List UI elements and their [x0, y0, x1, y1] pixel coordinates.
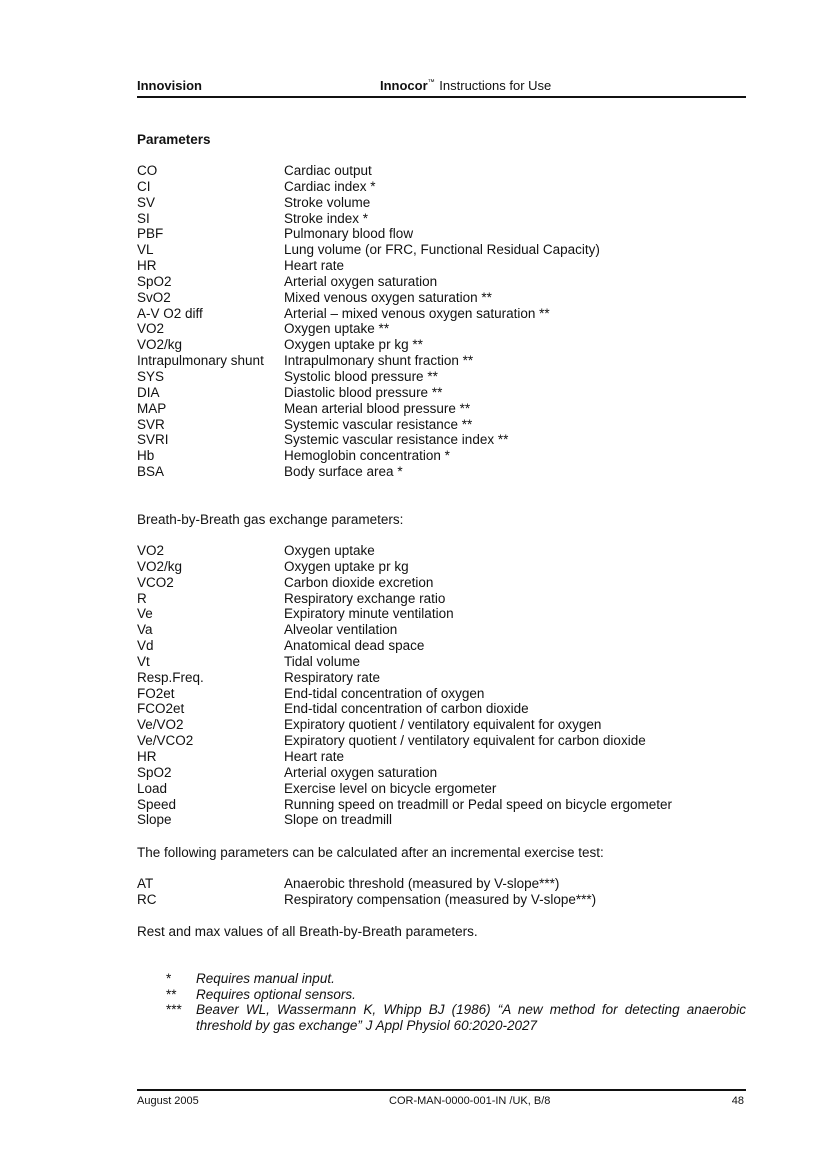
parameter-abbreviation: BSA	[137, 464, 165, 480]
parameter-description: Arterial – mixed venous oxygen saturation **	[284, 305, 550, 321]
incremental-intro: The following parameters can be calculated after an incremental exercise test:	[137, 845, 604, 860]
parameter-description: Systolic blood pressure **	[284, 368, 438, 384]
parameter-abbreviation: VO2	[137, 543, 165, 558]
parameter-description: Expiratory minute ventilation	[284, 606, 454, 622]
parameter-row	[137, 385, 737, 401]
parameter-row	[137, 781, 737, 797]
parameter-row	[137, 749, 737, 765]
parameter-abbreviation: Ve	[137, 606, 153, 622]
footnote-text: Requires manual input.	[196, 971, 335, 986]
parameter-abbreviation: A-V O2 diff	[137, 305, 203, 321]
parameter-abbreviation: Hb	[137, 448, 155, 464]
page-number: 48	[731, 1095, 744, 1107]
parameter-row	[137, 417, 737, 433]
parameter-abbreviation: HR	[137, 748, 157, 764]
parameter-row	[137, 242, 737, 258]
parameter-description: Intrapulmonary shunt fraction **	[284, 353, 474, 369]
parameter-abbreviation: VO2	[137, 321, 165, 337]
parameter-description: Lung volume (or FRC, Functional Residual Capacity)	[284, 242, 600, 258]
parameter-abbreviation: SvO2	[137, 289, 171, 305]
parameter-row	[137, 733, 737, 749]
parameter-abbreviation: Ve/VCO2	[137, 733, 194, 749]
footnote-mark: *	[166, 971, 172, 986]
parameter-description: Exercise level on bicycle ergometer	[284, 780, 497, 796]
parameter-row	[137, 765, 737, 781]
parameter-abbreviation: SVR	[137, 416, 165, 432]
bbb-intro: Breath-by-Breath gas exchange parameters:	[137, 512, 404, 527]
parameter-description: Oxygen uptake pr kg **	[284, 337, 423, 353]
footnote	[166, 971, 746, 987]
parameter-description: Body surface area *	[284, 464, 403, 480]
parameter-row	[137, 179, 737, 195]
parameter-description: Tidal volume	[284, 653, 361, 669]
parameter-abbreviation: Vt	[137, 653, 150, 669]
footnote	[166, 1002, 746, 1033]
parameter-row	[137, 401, 737, 417]
parameter-abbreviation: SI	[137, 210, 150, 226]
parameter-description: Anatomical dead space	[284, 638, 425, 654]
parameter-description: Cardiac output	[284, 163, 372, 178]
parameter-abbreviation: SYS	[137, 368, 165, 384]
parameter-abbreviation: FO2et	[137, 685, 175, 701]
parameter-row	[137, 638, 737, 654]
parameter-description: End-tidal concentration of carbon dioxide	[284, 701, 529, 717]
parameter-row	[137, 654, 737, 670]
footnote-mark: **	[166, 986, 177, 1002]
parameter-description: Anaerobic threshold (measured by V-slope***)	[284, 876, 560, 891]
parameter-description: Expiratory quotient / ventilatory equivalent for carbon dioxide	[284, 733, 646, 749]
parameter-abbreviation: R	[137, 590, 147, 606]
parameter-row	[137, 606, 737, 622]
document-title	[380, 78, 551, 93]
parameter-row	[137, 432, 737, 448]
parameter-row	[137, 812, 737, 828]
brand-name: Innocor	[380, 78, 428, 93]
parameter-abbreviation: SV	[137, 194, 156, 210]
parameter-description: Stroke volume	[284, 194, 371, 210]
rest-max-text: Rest and max values of all Breath-by-Breath parameters.	[137, 924, 478, 939]
footnote-mark: ***	[166, 1002, 182, 1017]
parameter-row	[137, 701, 737, 717]
parameter-row	[137, 797, 737, 813]
parameter-description: Hemoglobin concentration *	[284, 448, 450, 464]
parameter-abbreviation: PBF	[137, 226, 164, 242]
parameter-description: Oxygen uptake	[284, 543, 375, 558]
footnotes	[166, 971, 746, 1033]
parameter-row	[137, 876, 737, 892]
parameter-row	[137, 575, 737, 591]
incremental-parameters-list	[137, 876, 737, 908]
parameter-abbreviation: Intrapulmonary shunt	[137, 353, 264, 369]
parameter-description: Arterial oxygen saturation	[284, 273, 438, 289]
parameter-description: Slope on treadmill	[284, 812, 393, 828]
footnote	[166, 987, 746, 1003]
parameter-description: Respiratory compensation (measured by V-slope***)	[284, 891, 597, 907]
parameter-description: Arterial oxygen saturation	[284, 764, 438, 780]
parameter-abbreviation: RC	[137, 891, 157, 907]
parameter-row	[137, 353, 737, 369]
parameter-row	[137, 163, 737, 179]
parameter-abbreviation: VL	[137, 242, 154, 258]
parameter-row	[137, 559, 737, 575]
parameter-description: Heart rate	[284, 748, 345, 764]
parameter-abbreviation: Load	[137, 780, 168, 796]
parameter-description: Alveolar ventilation	[284, 622, 398, 638]
parameter-abbreviation: SVRI	[137, 432, 169, 448]
footnote-text: Beaver WL, Wassermann K, Whipp BJ (1986) “A new method for detecting anaerobic threshold by gas exchange” J Appl Physiol 60:2020-2027	[196, 1002, 746, 1033]
page-header	[137, 78, 746, 98]
parameter-row	[137, 543, 737, 559]
parameter-description: Mixed venous oxygen saturation **	[284, 289, 492, 305]
parameter-row	[137, 258, 737, 274]
parameter-abbreviation: AT	[137, 876, 154, 891]
parameter-abbreviation: DIA	[137, 384, 160, 400]
parameter-description: Oxygen uptake **	[284, 321, 390, 337]
parameter-description: Stroke index *	[284, 210, 369, 226]
parameter-abbreviation: MAP	[137, 400, 167, 416]
page-footer	[137, 1089, 746, 1107]
parameter-abbreviation: Ve/VO2	[137, 717, 184, 733]
parameter-row	[137, 195, 737, 211]
parameter-abbreviation: CO	[137, 163, 158, 178]
parameter-description: Diastolic blood pressure **	[284, 384, 443, 400]
footer-date: August 2005	[137, 1095, 199, 1107]
parameter-description: Cardiac index *	[284, 178, 376, 194]
footer-doc-ref: COR-MAN-0000-001-IN /UK, B/8	[389, 1095, 551, 1107]
title-rest: Instructions for Use	[435, 78, 552, 93]
parameter-description: Heart rate	[284, 258, 345, 274]
parameter-row	[137, 306, 737, 322]
parameter-row	[137, 686, 737, 702]
parameter-description: Carbon dioxide excretion	[284, 574, 434, 590]
parameter-abbreviation: CI	[137, 178, 151, 194]
parameter-row	[137, 622, 737, 638]
parameter-row	[137, 290, 737, 306]
bbb-parameters-list	[137, 543, 737, 828]
parameter-abbreviation: VO2/kg	[137, 558, 183, 574]
parameter-row	[137, 464, 737, 480]
parameter-description: Systemic vascular resistance index **	[284, 432, 509, 448]
parameter-abbreviation: HR	[137, 258, 157, 274]
parameter-row	[137, 321, 737, 337]
trademark-symbol: ™	[427, 79, 435, 86]
parameter-description: Oxygen uptake pr kg	[284, 558, 409, 574]
parameter-row	[137, 717, 737, 733]
parameter-row	[137, 591, 737, 607]
footnote-text: Requires optional sensors.	[196, 986, 356, 1002]
parameter-description: Respiratory exchange ratio	[284, 590, 446, 606]
parameter-abbreviation: Vd	[137, 638, 154, 654]
parameter-row	[137, 211, 737, 227]
parameter-abbreviation: Slope	[137, 812, 172, 828]
parameter-description: End-tidal concentration of oxygen	[284, 685, 485, 701]
parameter-description: Mean arterial blood pressure **	[284, 400, 471, 416]
parameter-row	[137, 670, 737, 686]
parameter-description: Systemic vascular resistance **	[284, 416, 473, 432]
parameters-list	[137, 163, 737, 480]
parameter-abbreviation: FCO2et	[137, 701, 185, 717]
parameter-description: Expiratory quotient / ventilatory equivalent for oxygen	[284, 717, 602, 733]
parameter-row	[137, 892, 737, 908]
parameter-abbreviation: Speed	[137, 796, 177, 812]
parameter-abbreviation: SpO2	[137, 764, 172, 780]
parameter-row	[137, 369, 737, 385]
parameter-description: Respiratory rate	[284, 669, 381, 685]
parameter-abbreviation: VCO2	[137, 574, 174, 590]
parameter-row	[137, 337, 737, 353]
parameter-abbreviation: Va	[137, 622, 153, 638]
parameter-row	[137, 274, 737, 290]
company-name: Innovision	[137, 78, 202, 93]
parameter-row	[137, 448, 737, 464]
parameter-row	[137, 226, 737, 242]
parameter-description: Running speed on treadmill or Pedal speed on bicycle ergometer	[284, 796, 672, 812]
section-title: Parameters	[137, 132, 211, 147]
parameter-abbreviation: Resp.Freq.	[137, 669, 204, 685]
parameter-abbreviation: VO2/kg	[137, 337, 183, 353]
parameter-description: Pulmonary blood flow	[284, 226, 414, 242]
parameter-abbreviation: SpO2	[137, 273, 172, 289]
